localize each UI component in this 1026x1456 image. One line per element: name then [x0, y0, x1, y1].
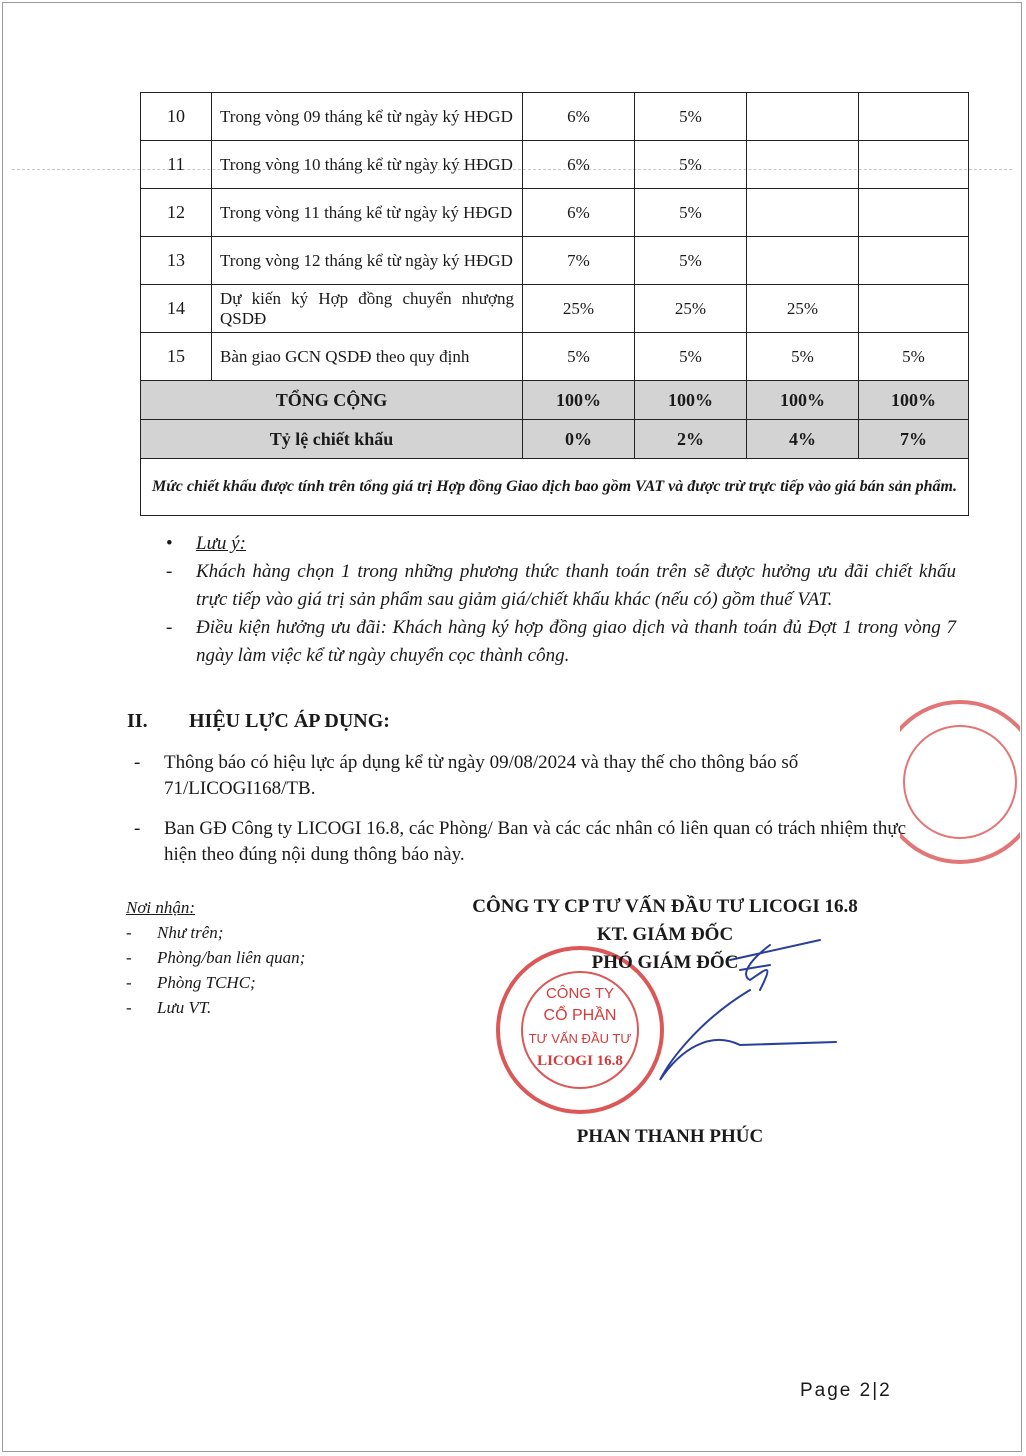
discount-cell: 7% — [859, 420, 969, 459]
row-number: 10 — [141, 93, 212, 141]
row-description: Dự kiến ký Hợp đồng chuyển nhượng QSDĐ — [212, 285, 523, 333]
partial-stamp — [900, 690, 1020, 880]
recipient-text: Phòng TCHC; — [157, 973, 256, 992]
dash-icon: - — [166, 561, 173, 582]
row-cell: 5% — [523, 333, 635, 381]
bullet-icon: • — [166, 533, 173, 554]
recipient-item — [126, 920, 305, 945]
row-description: Trong vòng 12 tháng kể từ ngày ký HĐGD — [212, 237, 523, 285]
dash-icon: - — [126, 923, 132, 942]
row-cell — [859, 285, 969, 333]
notes-title: Lưu ý: — [196, 533, 246, 554]
section-title: HIỆU LỰC ÁP DỤNG: — [189, 710, 390, 732]
row-description: Trong vòng 10 tháng kể từ ngày ký HĐGD — [212, 141, 523, 189]
note-item — [166, 614, 956, 670]
dash-icon: - — [166, 617, 173, 638]
stamp-text: CÔNG TY — [545, 985, 615, 1002]
recipient-item — [126, 970, 305, 995]
table-row — [141, 237, 969, 285]
section-item-text: Ban GĐ Công ty LICOGI 16.8, các Phòng/ Ban và các các nhân có liên quan có trách nhiệm thực hiện theo đúng nội dung thông báo này. — [164, 818, 907, 865]
section-items — [134, 750, 934, 882]
row-cell: 7% — [523, 237, 635, 285]
discount-label: Tỷ lệ chiết khấu — [141, 420, 523, 459]
row-cell: 5% — [635, 189, 747, 237]
row-cell — [859, 189, 969, 237]
section-item-text: Thông báo có hiệu lực áp dụng kể từ ngày 09/08/2024 và thay thế cho thông báo số 71/LICOGI168/TB. — [164, 752, 799, 799]
row-description: Trong vòng 11 tháng kể từ ngày ký HĐGD — [212, 189, 523, 237]
row-cell: 25% — [523, 285, 635, 333]
table-row — [141, 333, 969, 381]
row-cell: 6% — [523, 93, 635, 141]
row-cell: 5% — [635, 93, 747, 141]
dash-icon: - — [126, 973, 132, 992]
section-number: II. — [127, 710, 148, 732]
table-note: Mức chiết khấu được tính trên tổng giá trị Hợp đồng Giao dịch bao gồm VAT và được trừ trực tiếp vào giá bán sản phẩm. — [141, 459, 969, 516]
total-row — [141, 381, 969, 420]
stamp-text: CỔ PHẦN — [543, 1007, 617, 1024]
company-name: CÔNG TY CP TƯ VẤN ĐẦU TƯ LICOGI 16.8 — [472, 896, 858, 917]
total-cell: 100% — [859, 381, 969, 420]
row-number: 12 — [141, 189, 212, 237]
row-cell — [747, 189, 859, 237]
signature-title: KT. GIÁM ĐỐC — [596, 924, 734, 945]
discount-cell: 4% — [747, 420, 859, 459]
section-heading — [127, 710, 390, 733]
recipients-title: Nơi nhận: — [126, 898, 196, 917]
stamp-text: TƯ VẤN ĐẦU TƯ — [528, 1031, 632, 1046]
row-number: 11 — [141, 141, 212, 189]
dash-icon: - — [126, 998, 132, 1017]
recipient-text: Như trên; — [157, 923, 224, 942]
row-number: 14 — [141, 285, 212, 333]
signer-name: PHAN THANH PHÚC — [576, 1126, 764, 1147]
row-cell: 6% — [523, 189, 635, 237]
table-row — [141, 93, 969, 141]
row-cell — [859, 93, 969, 141]
recipients-block — [126, 895, 305, 1020]
row-number: 13 — [141, 237, 212, 285]
row-cell: 25% — [747, 285, 859, 333]
payment-schedule-table — [140, 92, 969, 516]
page-number: Page 2|2 — [800, 1380, 892, 1401]
stamp-text: LICOGI 16.8 — [537, 1053, 623, 1069]
row-cell: 5% — [635, 237, 747, 285]
section-item — [134, 816, 934, 868]
recipient-item — [126, 945, 305, 970]
table-row — [141, 141, 969, 189]
row-cell — [747, 141, 859, 189]
recipient-item — [126, 995, 305, 1020]
discount-row — [141, 420, 969, 459]
total-label: TỔNG CỘNG — [141, 381, 523, 420]
row-description: Trong vòng 09 tháng kể từ ngày ký HĐGD — [212, 93, 523, 141]
row-cell — [859, 141, 969, 189]
table-note-row — [141, 459, 969, 516]
row-cell: 5% — [859, 333, 969, 381]
total-cell: 100% — [635, 381, 747, 420]
note-item — [166, 558, 956, 614]
row-description: Bàn giao GCN QSDĐ theo quy định — [212, 333, 523, 381]
row-cell: 5% — [747, 333, 859, 381]
section-item — [134, 750, 934, 802]
row-number: 15 — [141, 333, 212, 381]
note-text: Khách hàng chọn 1 trong những phương thức thanh toán trên sẽ được hưởng ưu đãi chiết khấu trực tiếp vào giá trị sản phẩm sau giảm giá/chiết khấu khác (nếu có) gồm thuế VAT. — [196, 561, 956, 610]
row-cell — [747, 93, 859, 141]
table-row — [141, 285, 969, 333]
row-cell — [859, 237, 969, 285]
table-row — [141, 189, 969, 237]
note-text: Điều kiện hưởng ưu đãi: Khách hàng ký hợp đồng giao dịch và thanh toán đủ Đợt 1 trong vòng 7 ngày làm việc kể từ ngày chuyển cọc thành công. — [196, 617, 956, 666]
recipient-text: Lưu VT. — [157, 998, 212, 1017]
discount-cell: 0% — [523, 420, 635, 459]
signature-block — [400, 893, 930, 977]
row-cell: 25% — [635, 285, 747, 333]
row-cell: 5% — [635, 333, 747, 381]
row-cell: 5% — [635, 141, 747, 189]
dash-icon: - — [126, 948, 132, 967]
recipient-text: Phòng/ban liên quan; — [157, 948, 306, 967]
discount-cell: 2% — [635, 420, 747, 459]
total-cell: 100% — [747, 381, 859, 420]
total-cell: 100% — [523, 381, 635, 420]
row-cell — [747, 237, 859, 285]
notes-section — [166, 530, 956, 670]
signature-position: PHÓ GIÁM ĐỐC — [591, 952, 739, 973]
notes-title-item — [166, 530, 956, 558]
dash-icon: - — [134, 818, 141, 839]
row-cell: 6% — [523, 141, 635, 189]
dash-icon: - — [134, 752, 141, 773]
